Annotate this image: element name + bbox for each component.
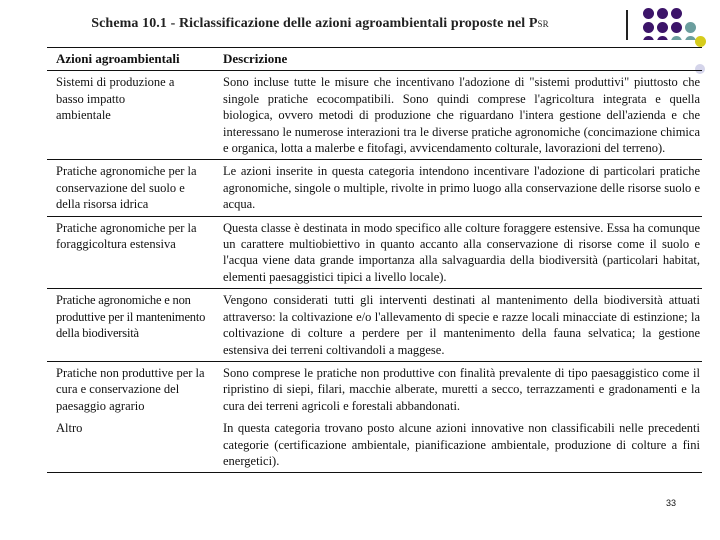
header-actions: Azioni agroambientali bbox=[56, 51, 180, 66]
action-cell: Sistemi di produzione a basso impatto ambientale bbox=[56, 75, 175, 123]
table-row bbox=[47, 160, 702, 216]
action-cell: Pratiche agronomiche e non produttive per il mantenimento della biodiversità bbox=[56, 293, 206, 341]
table-row bbox=[47, 289, 702, 362]
description-cell: Sono comprese le pratiche non produttive con finalità prevalente di tipo paesaggistico come il ripristino di siepi, filari, macchie alberate, muretti a secco, terrazzamenti e gradonamenti e la cura dei terreni agricoli e forestali abbandonati. bbox=[223, 365, 700, 413]
description-cell: In questa categoria trovano posto alcune azioni innovative non classificabili nelle precedenti categorie (certificazione ambientale, pianificazione ambientale, produzione di colture a fini energetici). bbox=[223, 421, 700, 468]
table-header-row bbox=[47, 48, 702, 71]
action-cell: Pratiche agronomiche per la conservazione del suolo e della risorsa idrica bbox=[56, 164, 197, 212]
description-cell: Questa classe è destinata in modo specifico alle colture foraggere estensive. Essa ha comunque un carattere multiobiettivo in quanto accanto alla conservazione di risorse come il suolo e l'acqua viene data grande importanza alla salvaguardia della biodiversità (particolari habitat, elementi paesaggistici tipici a livello locale). bbox=[223, 220, 700, 284]
table-row bbox=[47, 417, 702, 473]
slide-title bbox=[0, 16, 720, 32]
description-cell: Sono incluse tutte le misure che incentivano l'adozione di "sistemi produttivi" piuttosto che singole pratiche ecocompatibili. Sono quindi comprese l'agricoltura integrata e quella biologica, ovvero metodi di produzione che riguardano l'intera gestione dell'azienda e che interessano le numerose interazioni tra le diverse pratiche agronomiche (concimazione chimica e organica, lotta a malerbe e fitofagi, avvicendamento colturale, lavorazioni del terreno). bbox=[223, 75, 700, 156]
table-row bbox=[47, 217, 702, 290]
description-cell: Vengono considerati tutti gli interventi destinati al mantenimento della biodiversità attuati attraverso: la coltivazione e/o l'allevamento di specie e razze locali minacciate di estinzione; la coltivazione di colture a perdere per il mantenimento della fauna selvatica; la gestione estensiva dei terreni coltivandoli a maggese. bbox=[223, 293, 700, 357]
header-description: Descrizione bbox=[223, 51, 288, 66]
description-cell: Le azioni inserite in questa categoria intendono incentivare l'adozione di particolari pratiche agronomiche, singole o multiple, rivolte in primo luogo alla conservazione delle risorse suolo e acqua. bbox=[223, 164, 700, 212]
page-number: 33 bbox=[666, 498, 677, 508]
dot-row-clipped bbox=[640, 36, 700, 40]
table-row bbox=[47, 362, 702, 417]
table-row bbox=[47, 71, 702, 160]
classification-table bbox=[47, 47, 702, 473]
action-cell: Altro bbox=[56, 421, 83, 436]
title-text: Schema 10.1 - Riclassificazione delle azioni agroambientali proposte nel P bbox=[91, 16, 538, 31]
title-smallcaps: SR bbox=[537, 19, 549, 29]
action-cell: Pratiche non produttive per la cura e conservazione del paesaggio agrario bbox=[56, 365, 205, 413]
dot-icon bbox=[695, 36, 706, 47]
action-cell: Pratiche agronomiche per la foraggicoltura estensiva bbox=[56, 220, 197, 252]
